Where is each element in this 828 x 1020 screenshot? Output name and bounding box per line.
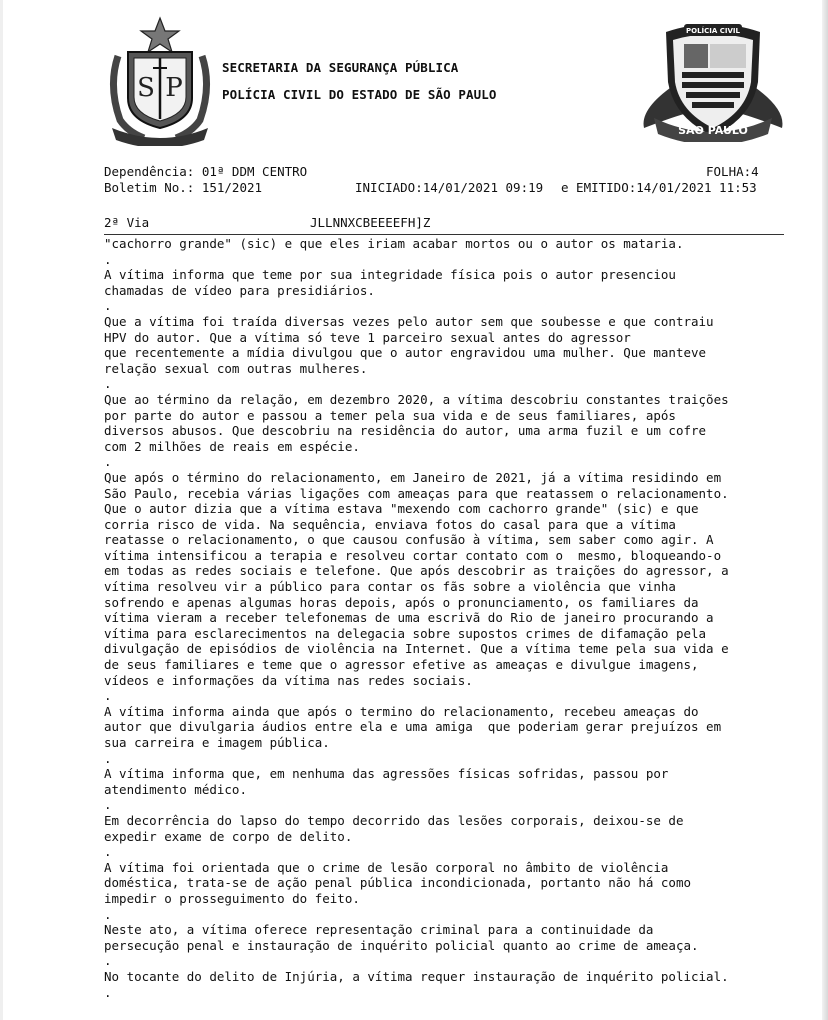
body-line: autor que divulgaria áudios entre ela e uma amiga que poderiam gerar prejuízos em	[104, 719, 722, 735]
body-line: reatasse o relacionamento, o que causou confusão à vítima, sem saber como agir. A	[104, 532, 714, 548]
body-line: A vítima foi orientada que o crime de lesão corporal no âmbito de violência	[104, 859, 669, 875]
body-line: com 2 milhões de reais em espécie.	[104, 438, 360, 454]
body-line: corria risco de vida. Na sequência, enviava fotos do casal para que a vítima	[104, 516, 676, 532]
body-line: A vítima informa ainda que após o termino do relacionamento, recebeu ameaças do	[104, 703, 699, 719]
body-line: Em decorrência do lapso do tempo decorrido das lesões corporais, deixou-se de	[104, 812, 684, 828]
badge-bottom-label: SÃO PAULO	[678, 124, 748, 137]
badge-top-label: POLÍCIA CIVIL	[686, 27, 740, 35]
body-line: Que a vítima foi traída diversas vezes pelo autor sem que soubesse e que contraiu	[104, 313, 714, 329]
page-left-edge	[0, 0, 3, 1020]
body-line: Que após o término do relacionamento, em Janeiro de 2021, já a vítima residindo em	[104, 469, 722, 485]
separator-dot: .	[104, 953, 112, 969]
body-line: que recentemente a mídia divulgou que o autor engravidou uma mulher. Que manteve	[104, 345, 707, 361]
iniciado-field: INICIADO:14/01/2021 09:19	[355, 180, 544, 195]
body-line: São Paulo, recebia várias ligações com ameaças para que reatassem o relacionamento.	[104, 485, 729, 501]
body-line: No tocante do delito de Injúria, a vítima requer instauração de inquérito policial.	[104, 968, 729, 984]
header-secretaria: SECRETARIA DA SEGURANÇA PÚBLICA	[222, 60, 459, 75]
separator-dot: .	[104, 844, 112, 860]
separator-dot: .	[104, 298, 112, 314]
report-body	[104, 236, 794, 1000]
sao-paulo-coat-of-arms	[104, 16, 216, 146]
body-line: de seus familiares e teme que o agressor efetive as ameaças e divulgue imagens,	[104, 657, 699, 673]
separator-dot: .	[104, 376, 112, 392]
body-line: vítima intensificou a terapia e resolveu cortar contato com o mesmo, bloqueando-o	[104, 547, 722, 563]
folha-field: FOLHA:4	[706, 164, 759, 179]
body-line: HPV do autor. Que a vítima só teve 1 parceiro sexual antes do agressor	[104, 329, 631, 345]
body-line: divulgação de episódios de violência na Internet. Que a vítima teme pela sua vida e	[104, 641, 729, 657]
body-line: vítima para esclarecimentos na delegacia sobre supostos crimes de difamação pela	[104, 625, 707, 641]
separator-dot: .	[104, 797, 112, 813]
body-line: relação sexual com outras mulheres.	[104, 360, 368, 376]
body-line: chamadas de vídeo para presidiários.	[104, 282, 375, 298]
body-line: impedir o prosseguimento do feito.	[104, 890, 360, 906]
body-line: persecução penal e instauração de inquérito policial quanto ao crime de ameaça.	[104, 937, 699, 953]
separator-dot: .	[104, 984, 112, 1000]
body-line: A vítima informa que, em nenhuma das agressões físicas sofridas, passou por	[104, 766, 669, 782]
body-line: Neste ato, a vítima oferece representação criminal para a continuidade da	[104, 922, 654, 938]
body-line: sofrendo e apenas algumas horas depois, após o pronunciamento, os familiares da	[104, 594, 699, 610]
page-right-edge	[822, 0, 828, 1020]
separator-dot: .	[104, 750, 112, 766]
body-line: A vítima informa que teme por sua integridade física pois o autor presenciou	[104, 267, 676, 283]
seal-letter-p: P	[165, 73, 183, 103]
emitido-field: e EMITIDO:14/01/2021 11:53	[561, 180, 757, 195]
separator-dot: .	[104, 251, 112, 267]
body-line: diversos abusos. Que descobriu na residência do autor, uma arma fuzil e um cofre	[104, 423, 707, 439]
header-policia-civil: POLÍCIA CIVIL DO ESTADO DE SÃO PAULO	[222, 87, 497, 102]
header-divider	[104, 234, 784, 235]
document-code: JLLNNXCBEEEEFH]Z	[310, 215, 431, 230]
body-line: expedir exame de corpo de delito.	[104, 828, 353, 844]
body-line: em todas as redes sociais e telefone. Que após descobrir as traições do agressor, a	[104, 563, 729, 579]
body-line: atendimento médico.	[104, 781, 247, 797]
body-line: vítima vieram a receber telefonemas de uma escrivã do Rio de janeiro procurando a	[104, 610, 714, 626]
boletim-field: Boletim No.: 151/2021	[104, 180, 263, 195]
body-line: Que o autor dizia que a vítima estava "mexendo com cachorro grande" (sic) e que	[104, 501, 699, 517]
body-line: por parte do autor e passou a temer pela sua vida e de seus familiares, após	[104, 407, 676, 423]
via-label: 2ª Via	[104, 215, 150, 230]
body-line: sua carreira e imagem pública.	[104, 735, 330, 750]
seal-letter-s: S	[137, 73, 155, 103]
separator-dot: .	[104, 688, 112, 704]
body-line: doméstica, trata-se de ação penal pública incondicionada, portanto não há como	[104, 875, 691, 891]
body-line: vítima resolveu vir a público para contar os fãs sobre a violência que vinha	[104, 579, 676, 595]
body-line: "cachorro grande" (sic) e que eles iriam acabar mortos ou o autor os mataria.	[104, 236, 684, 251]
separator-dot: .	[104, 906, 112, 922]
dependencia-field: Dependência: 01ª DDM CENTRO	[104, 164, 308, 179]
body-line: vídeos e informações da vítima nas redes sociais.	[104, 672, 473, 688]
policia-civil-badge	[640, 18, 786, 142]
body-line: Que ao término da relação, em dezembro 2020, a vítima descobriu constantes traições	[104, 391, 729, 407]
separator-dot: .	[104, 454, 112, 470]
